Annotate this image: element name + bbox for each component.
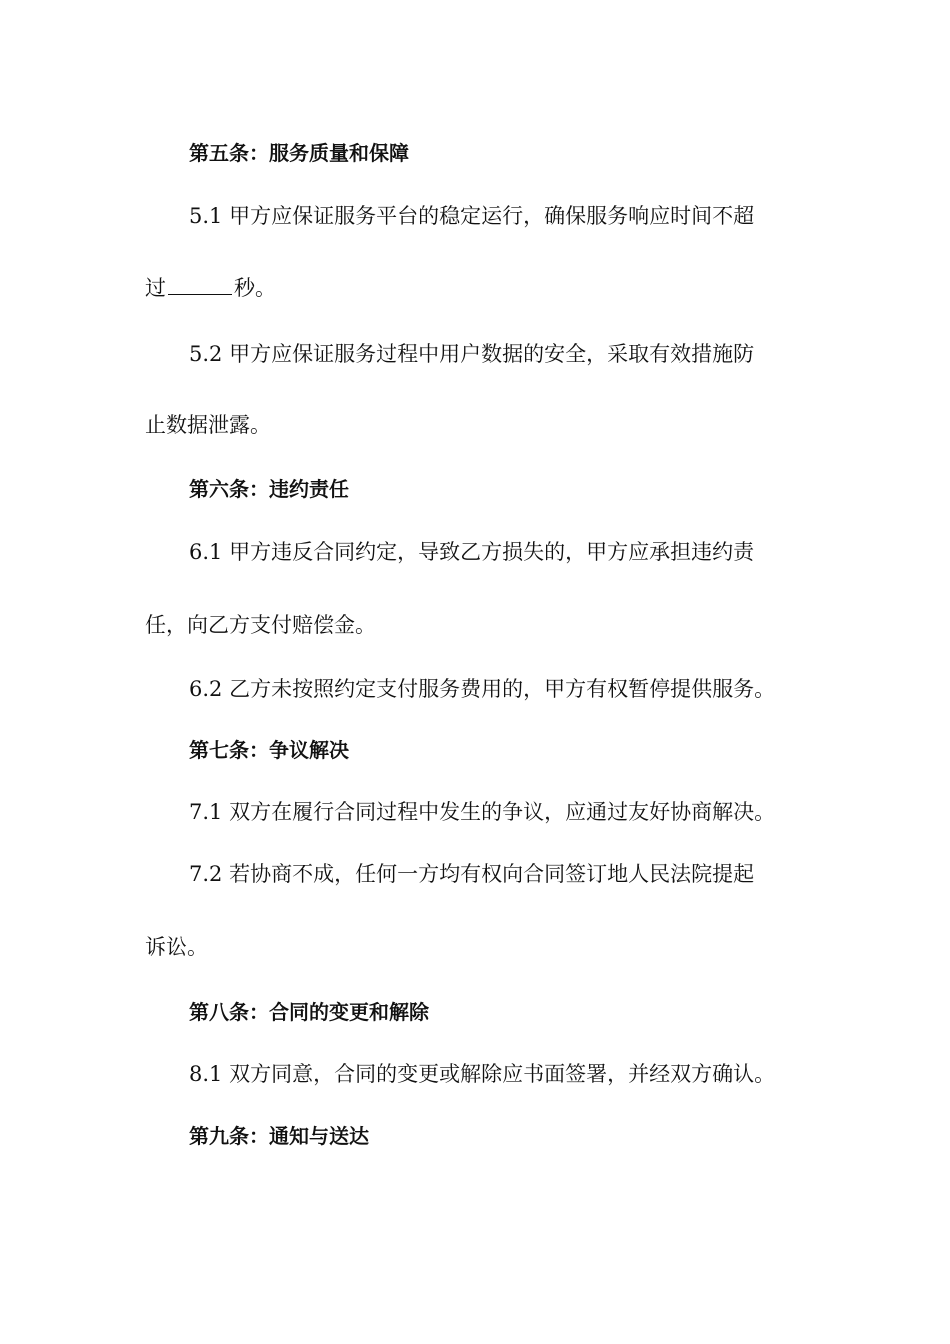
clause-text: 6.2 乙方未按照约定支付服务费用的，甲方有权暂停提供服务。 xyxy=(189,677,776,701)
section-heading: 第九条：通知与送达 xyxy=(189,1124,369,1148)
clause-text: 6.1 甲方违反合同约定，导致乙方损失的，甲方应承担违约责 xyxy=(189,540,755,564)
section-heading: 第六条：违约责任 xyxy=(189,477,349,501)
clause-text: 7.2 若协商不成，任何一方均有权向合同签订地人民法院提起 xyxy=(189,862,755,886)
clause-text-fragment: 秒。 xyxy=(234,276,276,300)
clause-text-continued xyxy=(145,273,276,303)
fill-in-blank xyxy=(168,274,232,295)
clause-text-continued: 诉讼。 xyxy=(145,935,208,959)
clause-text: 7.1 双方在履行合同过程中发生的争议，应通过友好协商解决。 xyxy=(189,800,776,824)
clause-text: 5.1 甲方应保证服务平台的稳定运行，确保服务响应时间不超 xyxy=(189,204,755,228)
clause-text-fragment: 过 xyxy=(145,276,166,300)
clause-text-continued: 任，向乙方支付赔偿金。 xyxy=(145,613,376,637)
section-heading: 第八条：合同的变更和解除 xyxy=(189,1000,429,1024)
section-heading: 第七条：争议解决 xyxy=(189,738,349,762)
clause-text: 5.2 甲方应保证服务过程中用户数据的安全，采取有效措施防 xyxy=(189,342,755,366)
section-heading: 第五条：服务质量和保障 xyxy=(189,141,409,165)
clause-text: 8.1 双方同意，合同的变更或解除应书面签署，并经双方确认。 xyxy=(189,1062,776,1086)
clause-text-continued: 止数据泄露。 xyxy=(145,413,271,437)
